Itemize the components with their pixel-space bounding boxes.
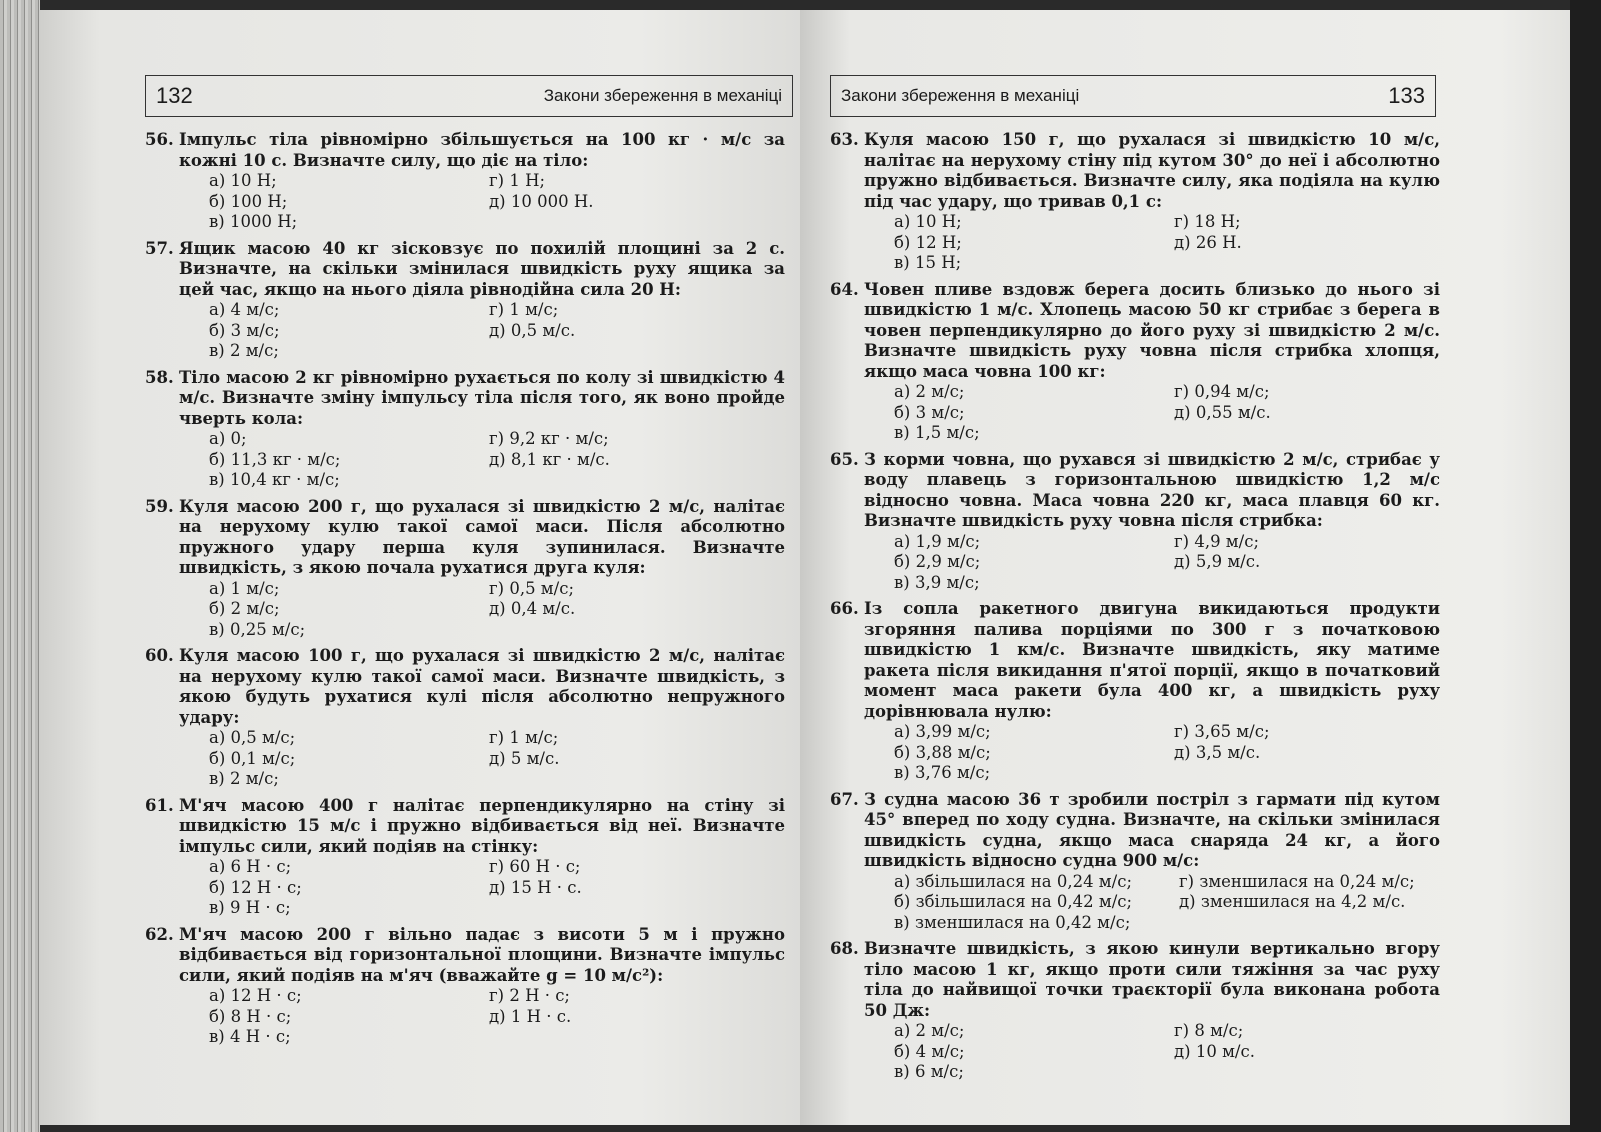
answer-option: б) 12 Н; xyxy=(894,232,962,252)
problem-number: 68. xyxy=(830,939,859,958)
left-page-title: Закони збереження в механіці xyxy=(543,86,782,105)
problem-question xyxy=(145,239,785,301)
left-page-number: 132 xyxy=(156,83,193,108)
answer-option: б) 100 Н; xyxy=(209,191,288,211)
answer-option: г) 1 Н; xyxy=(489,171,546,190)
problem-text: З судна масою 36 т зробили постріл з гармати під кутом 45° вперед по ходу судна. Визначте, на скільки змінилася швидкість судна, якщо маса снаряда 24 кг, а його швидкість відносно судна 900 м/с: xyxy=(864,789,1440,870)
problem-text: З корми човна, що рухався зі швидкістю 2 м/с, стрибає у воду плавець з горизонтальною швидкістю 1,2 м/с відносно човна. Маса човна 220 кг, маса плавця 60 кг. Визначте швидкість руху човна після стрибка: xyxy=(864,449,1440,530)
answer-option: г) 60 Н · с; xyxy=(489,857,581,876)
answer-option: а) 1 м/с; xyxy=(209,578,280,598)
answer-option: б) 0,1 м/с; xyxy=(209,748,296,768)
problem xyxy=(830,790,1440,934)
answer-option: в) 2 м/с; xyxy=(209,769,279,788)
answer-options xyxy=(145,171,785,233)
answer-option: г) 1 м/с; xyxy=(489,300,559,319)
problem-number: 60. xyxy=(145,646,174,665)
left-page-header xyxy=(145,75,793,117)
answer-option: г) 0,5 м/с; xyxy=(489,578,575,598)
answer-option: д) 8,1 кг · м/с. xyxy=(489,449,610,469)
answer-option: г) зменшилася на 0,24 м/с; xyxy=(1179,871,1415,891)
right-page-number: 133 xyxy=(1388,83,1425,108)
answer-option: б) 2 м/с; xyxy=(209,599,280,618)
answer-option: в) 10,4 кг · м/с; xyxy=(209,470,340,489)
problem-question xyxy=(830,130,1440,212)
answer-option: б) 3 м/с; xyxy=(209,320,280,340)
answer-option: в) зменшилася на 0,42 м/с; xyxy=(894,912,1131,932)
problem-text: Куля масою 100 г, що рухалася зі швидкістю 2 м/с, налітає на нерухому кулю такої самої маси. Визначте швидкість, з якою будуть рухатися кулі після абсолютно непружного удару: xyxy=(179,646,785,727)
answer-option: в) 4 Н · с; xyxy=(209,1027,291,1046)
answer-option: г) 2 Н · с; xyxy=(489,986,570,1005)
background-edge xyxy=(1570,0,1601,1132)
answer-option: б) 2,9 м/с; xyxy=(894,552,981,571)
answer-option: д) 5,9 м/с. xyxy=(1174,552,1261,571)
answer-option: д) 0,55 м/с. xyxy=(1174,402,1271,422)
problem-number: 63. xyxy=(830,130,859,149)
answer-option: а) 0,5 м/с; xyxy=(209,728,296,747)
answer-option: а) 3,99 м/с; xyxy=(894,722,991,741)
answer-option: д) зменшилася на 4,2 м/с. xyxy=(1179,892,1406,911)
answer-options xyxy=(830,1021,1440,1083)
problem xyxy=(145,796,785,919)
problem-number: 58. xyxy=(145,367,174,387)
left-page-problems xyxy=(145,130,785,1054)
problem-text: Човен пливе вздовж берега досить близько до нього зі швидкістю 1 м/с. Хлопець масою 50 кг стрибає з берега в човен перпендикулярно до його руху зі швидкістю 2 м/с. Визначте швидкість руху човна після стрибка хлопця, якщо маса човна 100 кг: xyxy=(864,279,1440,381)
right-page-problems xyxy=(830,130,1440,1089)
answer-options xyxy=(830,532,1440,594)
answer-options xyxy=(830,722,1440,784)
problem-number: 64. xyxy=(830,279,859,299)
answer-options xyxy=(145,986,785,1048)
problem-number: 57. xyxy=(145,238,174,258)
answer-option: в) 2 м/с; xyxy=(209,341,279,360)
answer-option: б) 12 Н · с; xyxy=(209,877,302,897)
problem-number: 65. xyxy=(830,449,859,469)
problem-text: Тіло масою 2 кг рівномірно рухається по колу зі швидкістю 4 м/с. Визначте зміну імпульсу тіла після того, як воно пройде чверть кола: xyxy=(179,367,785,428)
answer-options xyxy=(830,382,1440,444)
problem xyxy=(830,599,1440,784)
answer-option: а) 6 Н · с; xyxy=(209,857,292,876)
answer-option: а) 12 Н · с; xyxy=(209,986,302,1005)
problem-number: 62. xyxy=(145,924,174,944)
answer-options xyxy=(145,857,785,919)
answer-option: г) 1 м/с; xyxy=(489,728,559,747)
problem-text: Ящик масою 40 кг зісковзує по похилій площині за 2 с. Визначте, на скільки змінилася швидкість руху ящика за цей час, якщо на нього діяла рівнодійна сила 20 Н: xyxy=(179,238,785,299)
problem-number: 66. xyxy=(830,599,859,618)
answer-option: г) 18 Н; xyxy=(1174,212,1241,231)
problem xyxy=(145,368,785,491)
answer-option: а) 10 Н; xyxy=(894,212,962,231)
answer-option: д) 0,5 м/с. xyxy=(489,320,576,340)
problem-text: Визначте швидкість, з якою кинули вертикально вгору тіло масою 1 кг, якщо проти сили тяжіння за час руху тіла до найвищої точки траєкторії була виконана робота 50 Дж: xyxy=(864,939,1440,1020)
answer-option: д) 15 Н · с. xyxy=(489,877,582,897)
problem-text: М'яч масою 400 г налітає перпендикулярно на стіну зі швидкістю 15 м/с і пружно відбивається від неї. Визначте імпульс сили, який подіяв на стінку: xyxy=(179,795,785,856)
problem-question xyxy=(830,280,1440,383)
problem-text: Куля масою 200 г, що рухалася зі швидкістю 2 м/с, налітає на нерухому кулю такої самої маси. Після абсолютно пружного удару перша куля зупинилася. Визначте швидкість, з якою почала рухатися друга куля: xyxy=(179,496,785,577)
answer-option: д) 5 м/с. xyxy=(489,748,560,768)
answer-options xyxy=(145,579,785,641)
left-page xyxy=(40,10,800,1125)
problem-number: 56. xyxy=(145,130,174,149)
problem-text: Із сопла ракетного двигуна викидаються продукти згоряння палива порціями по 300 г з початковою швидкістю 1 км/с. Визначте швидкість, яку матиме ракета після викидання п'ятої порції, якщо в початковий момент маса ракети була 400 кг, а швидкість руху дорівнювала нулю: xyxy=(864,599,1440,721)
answer-option: б) 3 м/с; xyxy=(894,402,965,422)
problem-number: 59. xyxy=(145,496,174,516)
answer-option: б) 11,3 кг · м/с; xyxy=(209,449,341,469)
right-page-header xyxy=(830,75,1436,117)
answer-option: а) 2 м/с; xyxy=(894,1021,965,1040)
problem xyxy=(830,450,1440,594)
answer-option: г) 9,2 кг · м/с; xyxy=(489,429,609,448)
answer-option: г) 8 м/с; xyxy=(1174,1021,1244,1040)
answer-option: в) 9 Н · с; xyxy=(209,898,291,917)
answer-option: г) 0,94 м/с; xyxy=(1174,382,1270,401)
problem-text: Імпульс тіла рівномірно збільшується на 100 кг · м/с за кожні 10 с. Визначте силу, що діє на тіло: xyxy=(179,130,785,170)
problem-question xyxy=(145,368,785,430)
answer-option: б) 8 Н · с; xyxy=(209,1006,292,1026)
problem xyxy=(830,280,1440,444)
problem-question xyxy=(145,646,785,728)
answer-option: а) 4 м/с; xyxy=(209,300,280,319)
answer-option: а) 1,9 м/с; xyxy=(894,531,981,551)
answer-option: в) 15 Н; xyxy=(894,253,962,272)
answer-option: в) 1,5 м/с; xyxy=(894,423,980,442)
problem xyxy=(830,130,1440,274)
problem xyxy=(145,497,785,641)
answer-option: в) 3,9 м/с; xyxy=(894,572,980,592)
problem xyxy=(145,646,785,790)
problem-question xyxy=(830,599,1440,722)
answer-option: д) 26 Н. xyxy=(1174,232,1242,252)
answer-option: б) збільшилася на 0,42 м/с; xyxy=(894,892,1133,911)
problem-text: М'яч масою 200 г вільно падає з висоти 5 м і пружно відбивається від горизонтальної площини. Визначте імпульс сили, який подіяв на м'яч (вважайте g = 10 м/с²): xyxy=(179,924,785,985)
answer-options xyxy=(145,429,785,491)
problem xyxy=(145,925,785,1048)
answer-options xyxy=(145,728,785,790)
answer-option: а) 2 м/с; xyxy=(894,382,965,401)
answer-option: д) 10 000 Н. xyxy=(489,191,594,211)
answer-option: д) 1 Н · с. xyxy=(489,1006,572,1026)
problem-question xyxy=(830,939,1440,1021)
answer-option: г) 3,65 м/с; xyxy=(1174,722,1270,741)
problem-question xyxy=(830,450,1440,532)
problem xyxy=(830,939,1440,1083)
problem xyxy=(145,130,785,233)
answer-options xyxy=(830,872,1440,934)
problem-question xyxy=(145,130,785,171)
answer-option: б) 4 м/с; xyxy=(894,1041,965,1061)
page-edges xyxy=(0,0,40,1132)
answer-option: в) 0,25 м/с; xyxy=(209,619,306,639)
problem-number: 67. xyxy=(830,789,859,809)
answer-option: а) 0; xyxy=(209,429,247,448)
right-page xyxy=(800,10,1570,1125)
answer-option: б) 3,88 м/с; xyxy=(894,742,991,762)
right-page-title: Закони збереження в механіці xyxy=(841,86,1080,105)
answer-option: д) 3,5 м/с. xyxy=(1174,742,1261,762)
problem-question xyxy=(145,925,785,987)
answer-option: в) 3,76 м/с; xyxy=(894,763,991,782)
answer-options xyxy=(145,300,785,362)
answer-option: г) 4,9 м/с; xyxy=(1174,531,1260,551)
answer-option: д) 10 м/с. xyxy=(1174,1041,1255,1061)
answer-option: в) 1000 Н; xyxy=(209,212,298,231)
answer-option: д) 0,4 м/с. xyxy=(489,599,576,618)
answer-option: в) 6 м/с; xyxy=(894,1062,964,1081)
answer-option: а) 10 Н; xyxy=(209,171,277,190)
answer-options xyxy=(830,212,1440,274)
problem-question xyxy=(145,796,785,858)
problem-question xyxy=(145,497,785,579)
answer-option: а) збільшилася на 0,24 м/с; xyxy=(894,871,1133,891)
problem-text: Куля масою 150 г, що рухалася зі швидкістю 10 м/с, налітає на нерухому стіну під кутом 30° до неї і абсолютно пружно відбивається. Визначте силу, яка подіяла на кулю під час удару, що тривав 0,1 с: xyxy=(864,130,1440,211)
problem-question xyxy=(830,790,1440,872)
problem-number: 61. xyxy=(145,795,174,815)
problem xyxy=(145,239,785,362)
